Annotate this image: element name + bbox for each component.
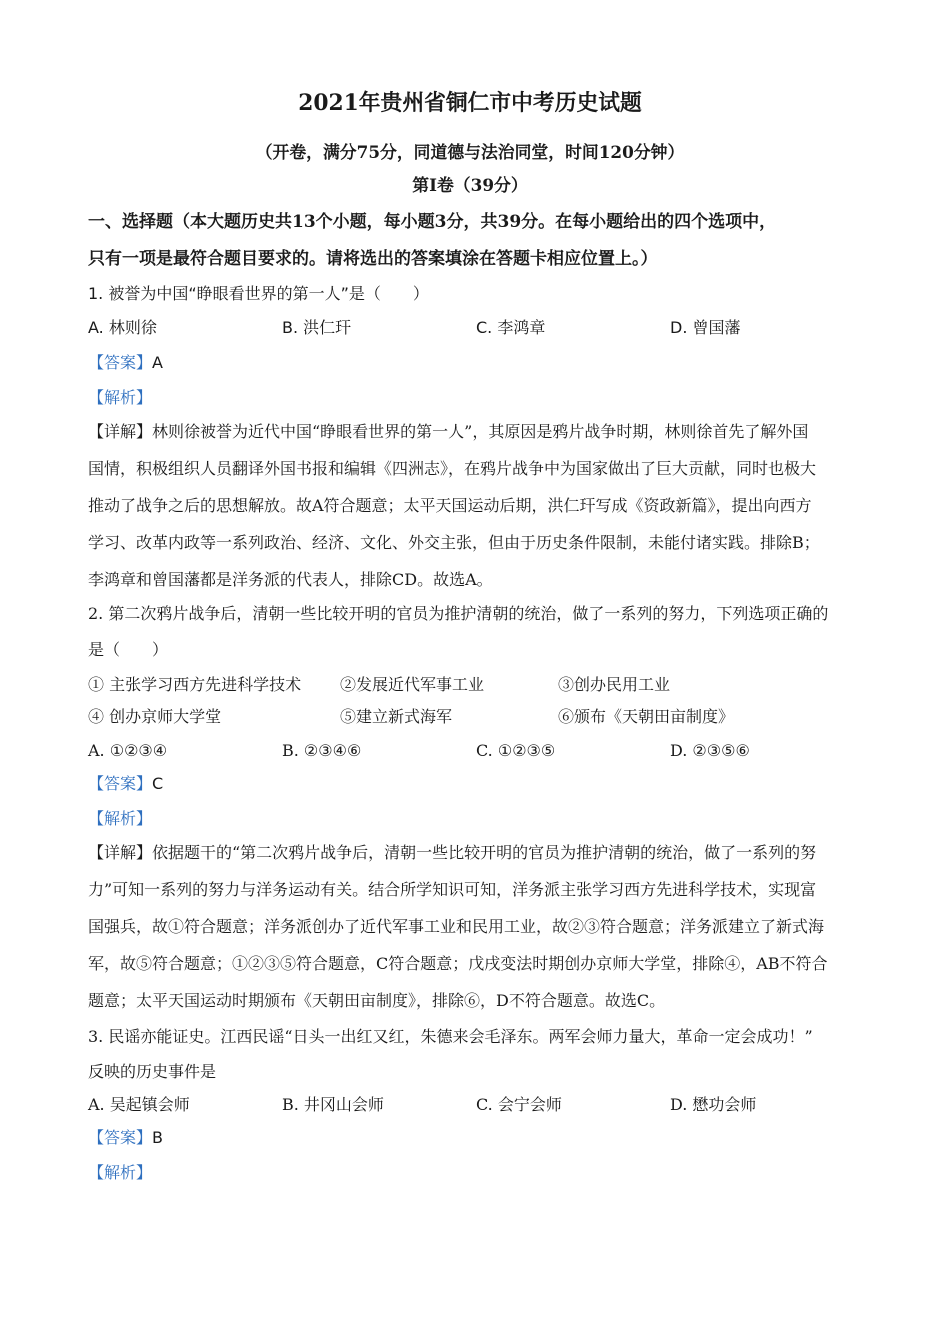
q1-answer [88, 352, 163, 374]
section-heading-line1: 一、选择题（本大题历史共13个小题，每小题3分，共39分。在每小题给出的四个选项中， [88, 212, 777, 232]
answer-label: 【答案】 [88, 1128, 153, 1147]
q1-option-b: B. 洪仁玕 [282, 318, 352, 337]
q2-detail-line: 力”可知一系列的努力与洋务运动有关。结合所学知识可知，洋务派主张学习西方先进科学技术，实现富 [88, 880, 817, 899]
question-2-stem: 2. 第二次鸦片战争后，清朝一些比较开明的官员为推护清朝的统治，做了一系列的努力，下列选项正确的 [88, 604, 829, 623]
q3-analysis-label: 【解析】 [88, 1163, 153, 1182]
q2-item: ① 主张学习西方先进科学技术 [88, 675, 302, 694]
part-heading: 第Ⅰ卷（39分） [412, 176, 528, 196]
q1-analysis-label: 【解析】 [88, 388, 153, 407]
question-3-stem: 3. 民谣亦能证史。江西民谣“日头一出红又红，朱德来会毛泽东。两军会师力量大，革命一定会成功！” [88, 1027, 813, 1046]
q2-item: ⑥颁布《天朝田亩制度》 [558, 707, 735, 726]
exam-subtitle: （开卷，满分75分，同道德与法治同堂，时间120分钟） [255, 143, 685, 163]
q2-detail-line: 军，故⑤符合题意；①②③⑤符合题意，C符合题意；戊戌变法时期创办京师大学堂，排除④，AB不符合 [88, 954, 828, 973]
q1-option-d: D. 曾国藩 [670, 318, 741, 337]
q2-answer-value: C [152, 774, 164, 793]
q2-option-d: D. ②③⑤⑥ [670, 741, 750, 760]
answer-label: 【答案】 [88, 774, 153, 793]
q2-answer [88, 773, 163, 795]
q1-detail-line: 国情，积极组织人员翻译外国书报和编辑《四洲志》，在鸦片战争中为国家做出了巨大贡献，同时也极大 [88, 459, 817, 478]
q2-detail-line: 国强兵，故①符合题意；洋务派创办了近代军事工业和民用工业，故②③符合题意；洋务派建立了新式海 [88, 917, 825, 936]
q2-analysis-label: 【解析】 [88, 809, 153, 828]
q3-option-c: C. 会宁会师 [476, 1095, 562, 1114]
q1-detail-line: 推动了战争之后的思想解放。故A符合题意；太平天国运动后期，洪仁玕写成《资政新篇》，提出向西方 [88, 496, 812, 515]
q3-option-a: A. 吴起镇会师 [88, 1095, 190, 1114]
q1-detail-line: 学习、改革内政等一系列政治、经济、文化、外交主张，但由于历史条件限制，未能付诸实践。排除B； [88, 533, 820, 552]
question-3-stem: 反映的历史事件是 [88, 1062, 217, 1081]
question-1-stem: 1. 被誉为中国“睁眼看世界的第一人”是（ ） [88, 284, 429, 303]
answer-label: 【答案】 [88, 353, 153, 372]
q1-answer-value: A [152, 353, 163, 372]
q2-option-b: B. ②③④⑥ [282, 741, 362, 760]
q3-option-b: B. 井冈山会师 [282, 1095, 384, 1114]
q3-option-d: D. 懋功会师 [670, 1095, 757, 1114]
q2-item: ④ 创办京师大学堂 [88, 707, 222, 726]
q2-item: ⑤建立新式海军 [340, 707, 453, 726]
q2-detail-line: 题意；太平天国运动时期颁布《天朝田亩制度》，排除⑥，D不符合题意。故选C。 [88, 991, 666, 1010]
section-heading-line2: 只有一项是最符合题目要求的。请将选出的答案填涂在答题卡相应位置上。） [88, 249, 658, 269]
q1-option-a: A. 林则徐 [88, 318, 157, 337]
q2-detail-line: 【详解】依据题干的“第二次鸦片战争后，清朝一些比较开明的官员为推护清朝的统治，做了一系列的努 [88, 843, 817, 862]
q1-detail-line: 【详解】林则徐被誉为近代中国“睁眼看世界的第一人”，其原因是鸦片战争时期，林则徐首先了解外国 [88, 422, 809, 441]
question-2-stem: 是（ ） [88, 640, 169, 659]
q2-item: ③创办民用工业 [558, 675, 671, 694]
q2-option-c: C. ①②③⑤ [476, 741, 556, 760]
q3-answer-value: B [152, 1128, 163, 1147]
page-title: 2021年贵州省铜仁市中考历史试题 [298, 90, 642, 116]
q2-item: ②发展近代军事工业 [340, 675, 485, 694]
q3-answer [88, 1127, 163, 1149]
q2-option-a: A. ①②③④ [88, 741, 168, 760]
q1-detail-line: 李鸿章和曾国藩都是洋务派的代表人，排除CD。故选A。 [88, 570, 493, 589]
q1-option-c: C. 李鸿章 [476, 318, 546, 337]
